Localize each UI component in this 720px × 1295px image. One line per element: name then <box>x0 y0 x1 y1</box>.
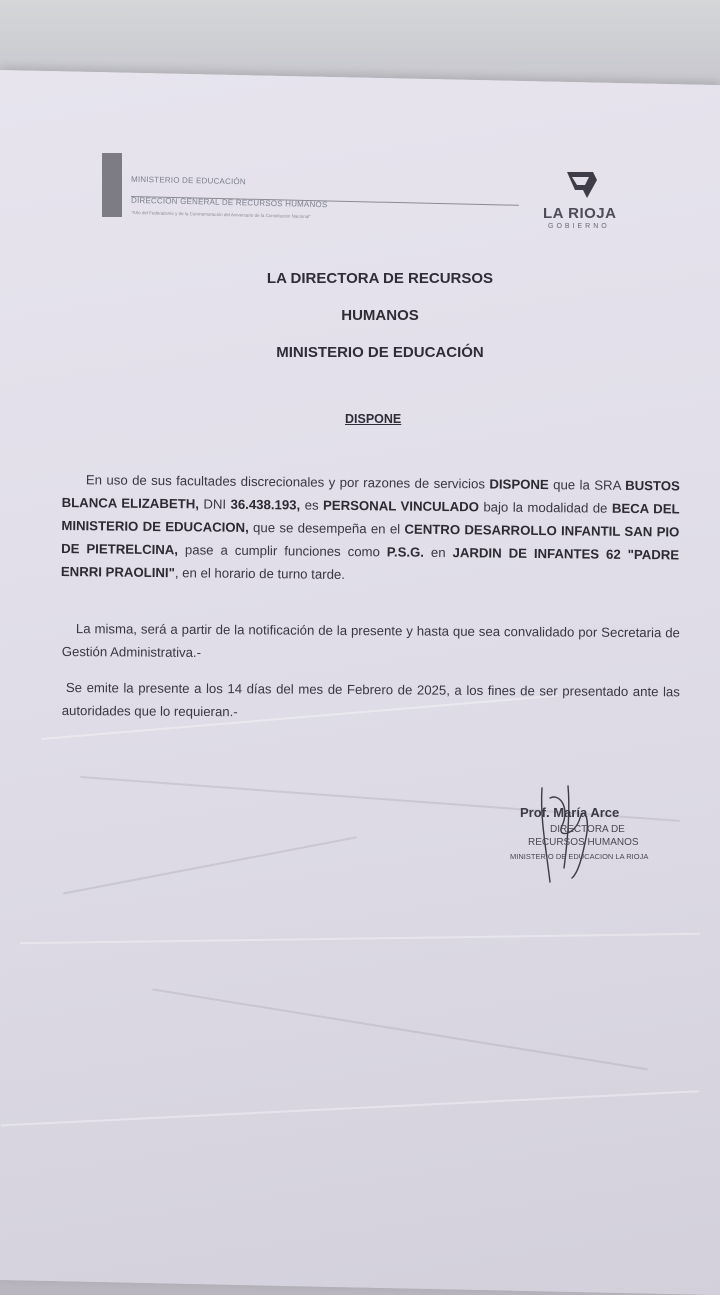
heading-line-3: MINISTERIO DE EDUCACIÓN <box>276 344 484 361</box>
signer-title-1: DIRECTORA DE <box>550 824 625 835</box>
letterhead-motto: "Año del Federalismo y de la Conmemoración del Aniversario de la Constitución Nacional" <box>130 209 311 220</box>
logo-subtitle: GOBIERNO <box>548 223 610 230</box>
paragraph-1: En uso de sus facultades discrecionales y por razones de servicios DISPONE que la SRA BUSTOS BLANCA ELIZABETH, DNI 36.438.193, es PERSONAL VINCULADO bajo la modalidad de BECA DEL MINISTERIO DE EDUCACION, que se desempeña en el CENTRO DESARROLLO INFANTIL SAN PIO DE PIETRELCINA, pase a cumplir funciones como P.S.G. en JARDIN DE INFANTES 62 "PADRE ENRRI PRAOLINI", en el horario de turno tarde. <box>60 472 680 582</box>
signer-title-2: RECURSOS HUMANOS <box>528 837 639 848</box>
paragraph-3: Se emite la presente a los 14 días del mes de Febrero de 2025, a los fines de ser presentado ante las autoridades que lo requieran.- <box>61 680 680 720</box>
signer-name: Prof. María Arce <box>520 805 620 820</box>
letterhead-direction: DIRECCION GENERAL DE RECURSOS HUMANOS <box>130 195 328 210</box>
logo-name: LA RIOJA <box>543 205 617 222</box>
heading-line-2: HUMANOS <box>341 307 419 324</box>
letterhead-bar <box>102 153 122 217</box>
dispone-heading: DISPONE <box>345 412 402 426</box>
letterhead-ministry: MINISTERIO DE EDUCACIÓN <box>130 174 246 187</box>
la-rioja-flag-icon <box>563 168 601 206</box>
paragraph-2: La misma, será a partir de la notificación de la presente y hasta que sea convalidado por Secretaria de Gestión Administrativa.- <box>61 621 680 660</box>
signer-title-3: MINISTERIO DE EDUCACION LA RIOJA <box>510 852 649 861</box>
heading-line-1: LA DIRECTORA DE RECURSOS <box>266 270 494 287</box>
